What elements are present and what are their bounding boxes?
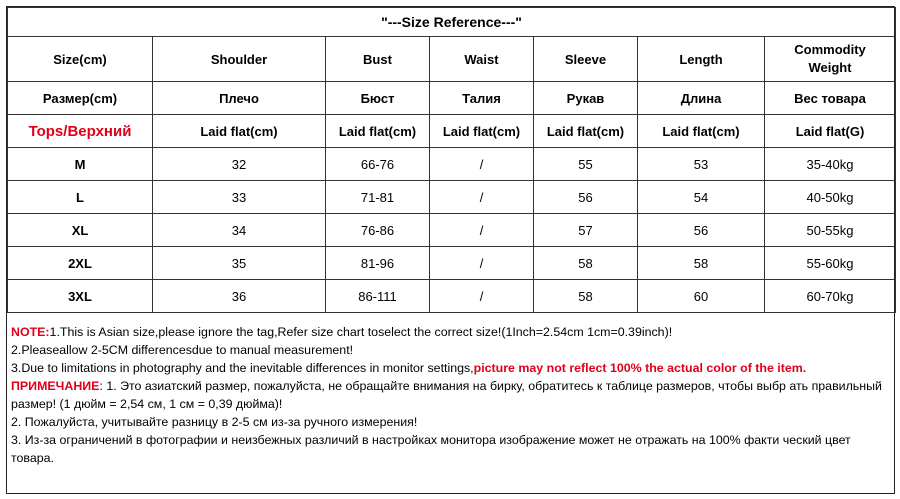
table-cell: 81-96 <box>326 247 430 280</box>
header-cell: Размер(cm) <box>8 82 153 115</box>
table-cell: 71-81 <box>326 181 430 214</box>
header-cell: Талия <box>430 82 534 115</box>
note-text: 3.Due to limitations in photography and the inevitable differences in monitor settings, <box>11 361 474 375</box>
table-cell: / <box>430 247 534 280</box>
ru-note-text: : 1. Это азиатский размер, пожалуйста, не обращайте внимания на бирку, обратитесь к таблице размеров, чтобы выбр ать правильный размер! (1 дюйм = 2,54 см, 1 см = 0,39 дюйма)! <box>11 379 882 411</box>
header-cell: Length <box>638 37 765 82</box>
header-cell: Laid flat(cm) <box>534 115 638 148</box>
header-row-ru <box>8 82 896 115</box>
size-cell: L <box>8 181 153 214</box>
table-cell: / <box>430 280 534 313</box>
table-cell: 34 <box>153 214 326 247</box>
ru-note-label: ПРИМЕЧАНИЕ <box>11 379 100 393</box>
table-row <box>8 214 896 247</box>
header-cell: Плечо <box>153 82 326 115</box>
table-cell: 36 <box>153 280 326 313</box>
note-line-1 <box>11 323 890 341</box>
note-label: NOTE: <box>11 325 50 339</box>
header-cell: Waist <box>430 37 534 82</box>
table-cell: 66-76 <box>326 148 430 181</box>
header-cell: Laid flat(cm) <box>326 115 430 148</box>
table-cell: 60 <box>638 280 765 313</box>
table-cell: 50-55kg <box>765 214 896 247</box>
table-cell: 32 <box>153 148 326 181</box>
table-row <box>8 247 896 280</box>
table-cell: 35-40kg <box>765 148 896 181</box>
ru-note-line-1 <box>11 377 890 413</box>
note-text: 1.This is Asian size,please ignore the tag,Refer size chart toselect the correct size!(1Inch=2.54cm 1cm=0.39inch)! <box>49 325 673 339</box>
header-cell: Shoulder <box>153 37 326 82</box>
table-cell: 58 <box>534 280 638 313</box>
ru-note-line-3: 3. Из-за ограничений в фотографии и неизбежных различий в настройках монитора изображение может не отражать на 100% факти ческий цвет товара. <box>11 433 851 465</box>
tops-label: Tops/Верхний <box>8 115 153 148</box>
table-row <box>8 181 896 214</box>
table-cell: 55-60kg <box>765 247 896 280</box>
table-title: "---Size Reference---" <box>8 8 896 37</box>
table-cell: 33 <box>153 181 326 214</box>
header-cell: Laid flat(cm) <box>638 115 765 148</box>
table-row <box>8 148 896 181</box>
note-line-2: 2.Pleaseallow 2-5CM differencesdue to manual measurement! <box>11 343 354 357</box>
size-cell: XL <box>8 214 153 247</box>
header-cell: Laid flat(cm) <box>430 115 534 148</box>
header-row-en <box>8 37 896 82</box>
table-row <box>8 280 896 313</box>
table-cell: 35 <box>153 247 326 280</box>
table-cell: 60-70kg <box>765 280 896 313</box>
header-cell: Size(cm) <box>8 37 153 82</box>
header-cell: Рукав <box>534 82 638 115</box>
table-cell: / <box>430 181 534 214</box>
title-row <box>8 8 896 37</box>
header-cell: Laid flat(cm) <box>153 115 326 148</box>
size-cell: 3XL <box>8 280 153 313</box>
table-cell: 58 <box>534 247 638 280</box>
ru-note-line-2: 2. Пожалуйста, учитывайте разницу в 2-5 см из-за ручного измерения! <box>11 415 418 429</box>
note-line-3 <box>11 359 890 377</box>
table-cell: 76-86 <box>326 214 430 247</box>
table-cell: 40-50kg <box>765 181 896 214</box>
table-cell: 54 <box>638 181 765 214</box>
table-cell: 86-111 <box>326 280 430 313</box>
header-cell: Бюст <box>326 82 430 115</box>
notes-section <box>7 319 894 493</box>
table-cell: 55 <box>534 148 638 181</box>
header-cell: Bust <box>326 37 430 82</box>
header-cell: Laid flat(G) <box>765 115 896 148</box>
header-cell: Длина <box>638 82 765 115</box>
table-cell: 56 <box>638 214 765 247</box>
size-cell: 2XL <box>8 247 153 280</box>
table-cell: / <box>430 214 534 247</box>
table-cell: 58 <box>638 247 765 280</box>
table-cell: 56 <box>534 181 638 214</box>
size-reference-sheet <box>6 6 895 494</box>
table-cell: / <box>430 148 534 181</box>
header-row-unit <box>8 115 896 148</box>
note-warning: picture may not reflect 100% the actual color of the item. <box>473 361 807 375</box>
size-cell: M <box>8 148 153 181</box>
size-table <box>7 7 896 313</box>
header-cell: Вес товара <box>765 82 896 115</box>
header-cell: Sleeve <box>534 37 638 82</box>
header-cell: Commodity Weight <box>765 37 896 82</box>
table-cell: 53 <box>638 148 765 181</box>
table-cell: 57 <box>534 214 638 247</box>
